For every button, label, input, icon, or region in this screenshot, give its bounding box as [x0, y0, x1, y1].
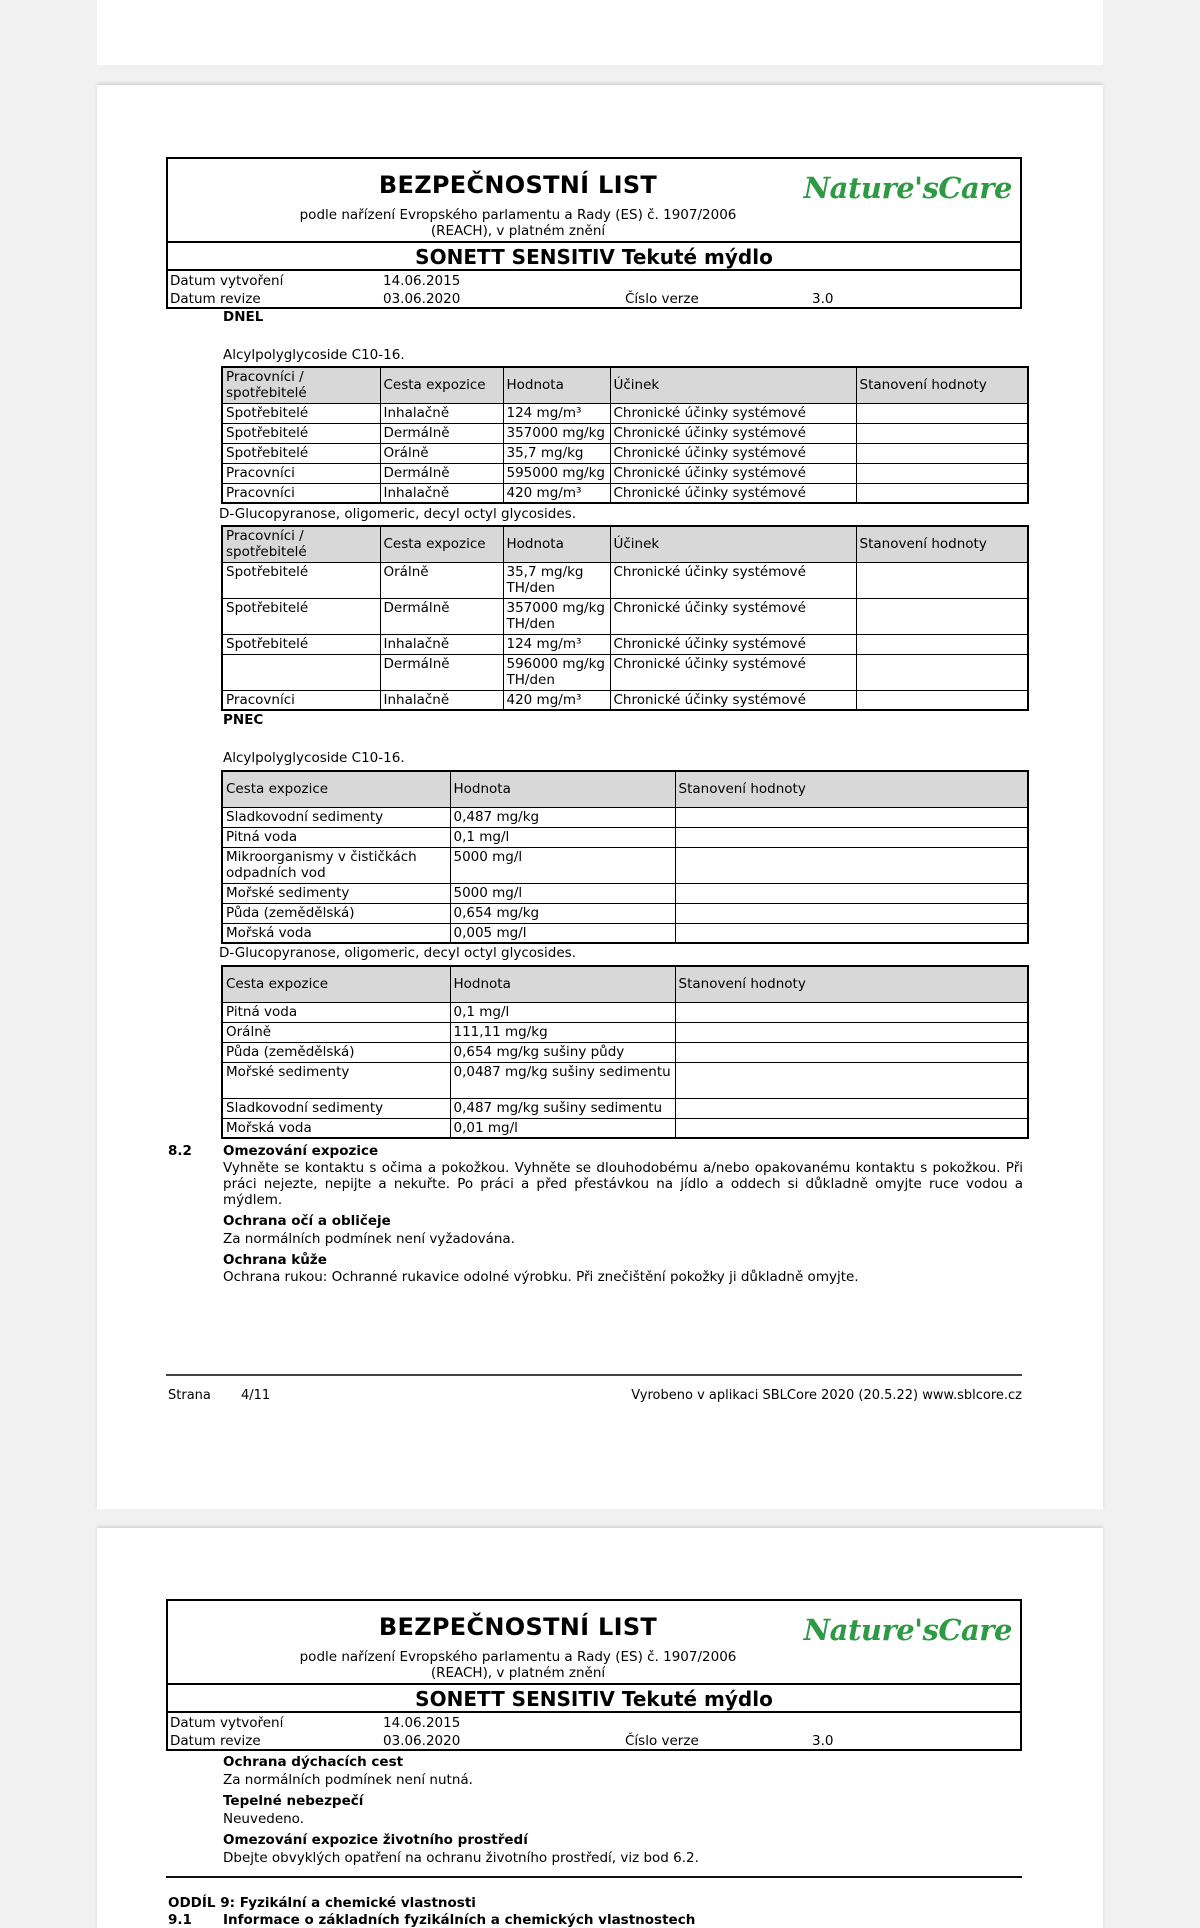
table-cell [675, 903, 1028, 923]
column-header: Hodnota [503, 526, 610, 562]
natures-care-logo: Nature'sCare [803, 171, 1012, 205]
table-cell: Chronické účinky systémové [610, 634, 856, 654]
table-cell: 420 mg/m³ [503, 690, 610, 710]
table-row [222, 1062, 1028, 1098]
table-row [222, 443, 1028, 463]
document-header-box [166, 157, 1022, 309]
table-cell: 0,0487 mg/kg sušiny sedimentu [450, 1062, 675, 1098]
table-header-row [222, 526, 1028, 562]
table-row [222, 423, 1028, 443]
revision-value: 03.06.2020 [383, 291, 461, 307]
footer-divider [166, 1374, 1022, 1376]
table-cell [675, 1002, 1028, 1022]
table-cell: Chronické účinky systémové [610, 423, 856, 443]
table-cell [675, 1042, 1028, 1062]
table-row [222, 883, 1028, 903]
table-cell: Půda (zemědělská) [222, 1042, 450, 1062]
section-title: Omezování expozice [223, 1143, 379, 1159]
table-cell: Chronické účinky systémové [610, 654, 856, 690]
column-header: Hodnota [503, 367, 610, 403]
column-header: Stanovení hodnoty [856, 367, 1028, 403]
table-cell [856, 483, 1028, 503]
column-header: Pracovníci / spotřebitelé [222, 367, 380, 403]
table-cell: 595000 mg/kg [503, 463, 610, 483]
column-header: Stanovení hodnoty [675, 771, 1028, 807]
dnel-substance-1: Alcylpolyglycoside C10-16. [223, 347, 405, 363]
table-cell: Sladkovodní sedimenty [222, 807, 450, 827]
table-row [222, 847, 1028, 883]
table-row [222, 562, 1028, 598]
revision-label: Datum revize [170, 291, 261, 307]
document-header-box [166, 1599, 1022, 1751]
eye-protection-text: Za normálních podmínek není vyžadována. [223, 1231, 515, 1247]
created-value: 14.06.2015 [383, 1715, 461, 1731]
document-page-4 [97, 85, 1103, 1509]
table-cell: 0,1 mg/l [450, 827, 675, 847]
table-cell: Dermálně [380, 598, 503, 634]
pnec-substance-2: D-Glucopyranose, oligomeric, decyl octyl glycosides. [219, 945, 576, 961]
table-cell: Mořské sedimenty [222, 1062, 450, 1098]
table-cell: 357000 mg/kg TH/den [503, 598, 610, 634]
skin-protection-text: Ochrana rukou: Ochranné rukavice odolné výrobku. Při znečištění pokožky ji důkladně omyjte. [223, 1269, 859, 1285]
section-91-title: Informace o základních fyzikálních a chemických vlastnostech [223, 1912, 696, 1928]
table-cell: 111,11 mg/kg [450, 1022, 675, 1042]
section-divider [166, 1876, 1022, 1878]
table-cell: Mikroorganismy v čističkách odpadních vod [222, 847, 450, 883]
table-cell: Chronické účinky systémové [610, 690, 856, 710]
column-header: Stanovení hodnoty [675, 966, 1028, 1002]
table-row [222, 403, 1028, 423]
pnec-substance-1: Alcylpolyglycoside C10-16. [223, 750, 405, 766]
page-number: 4/11 [241, 1388, 271, 1403]
table-cell [675, 827, 1028, 847]
table-cell: Pitná voda [222, 827, 450, 847]
version-value: 3.0 [812, 291, 834, 307]
table-header-row [222, 367, 1028, 403]
table-cell: 124 mg/m³ [503, 403, 610, 423]
revision-value: 03.06.2020 [383, 1733, 461, 1749]
column-header: Hodnota [450, 966, 675, 1002]
environmental-exposure-title: Omezování expozice životního prostředí [223, 1832, 528, 1848]
created-label: Datum vytvoření [170, 1715, 284, 1731]
section-number: 8.2 [168, 1143, 192, 1159]
table-cell [856, 463, 1028, 483]
version-value: 3.0 [812, 1733, 834, 1749]
revision-label: Datum revize [170, 1733, 261, 1749]
version-label: Číslo verze [625, 291, 699, 307]
document-title: BEZPEČNOSTNÍ LIST [378, 171, 658, 199]
thermal-hazard-title: Tepelné nebezpečí [223, 1793, 364, 1809]
table-cell: Chronické účinky systémové [610, 403, 856, 423]
table-row [222, 1042, 1028, 1062]
table-cell [675, 1062, 1028, 1098]
table-cell [856, 634, 1028, 654]
column-header: Cesta expozice [222, 771, 450, 807]
regulation-subtitle [168, 207, 868, 239]
table-cell [222, 654, 380, 690]
table-cell: Orálně [222, 1022, 450, 1042]
product-name: SONETT SENSITIV Tekuté mýdlo [415, 245, 773, 269]
table-cell [675, 807, 1028, 827]
dnel-table-2 [221, 525, 1029, 711]
table-cell: Inhalačně [380, 483, 503, 503]
natures-care-logo: Nature'sCare [803, 1613, 1012, 1647]
header-divider [168, 241, 1020, 243]
header-divider [168, 269, 1020, 271]
table-cell [675, 883, 1028, 903]
environmental-exposure-text: Dbejte obvyklých opatření na ochranu životního prostředí, viz bod 6.2. [223, 1850, 699, 1866]
table-row [222, 1118, 1028, 1138]
section-9-title: ODDÍL 9: Fyzikální a chemické vlastnosti [168, 1895, 476, 1911]
table-cell: Spotřebitelé [222, 423, 380, 443]
table-cell: Spotřebitelé [222, 634, 380, 654]
thermal-hazard-text: Neuvedeno. [223, 1811, 304, 1827]
table-cell [856, 654, 1028, 690]
table-cell: Půda (zemědělská) [222, 903, 450, 923]
producer-note: Vyrobeno v aplikaci SBLCore 2020 (20.5.22) www.sblcore.cz [631, 1388, 1022, 1403]
table-row [222, 807, 1028, 827]
table-cell [675, 1098, 1028, 1118]
subtitle-line-1: podle nařízení Evropského parlamentu a Rady (ES) č. 1907/2006 [299, 1649, 737, 1665]
table-row [222, 483, 1028, 503]
table-row [222, 827, 1028, 847]
table-row [222, 634, 1028, 654]
respiratory-protection-title: Ochrana dýchacích cest [223, 1754, 404, 1770]
dnel-substance-2: D-Glucopyranose, oligomeric, decyl octyl glycosides. [219, 506, 576, 522]
table-cell: Chronické účinky systémové [610, 562, 856, 598]
version-label: Číslo verze [625, 1733, 699, 1749]
table-cell: Chronické účinky systémové [610, 598, 856, 634]
pnec-heading: PNEC [223, 712, 264, 728]
dnel-table-1 [221, 366, 1029, 504]
table-cell: 124 mg/m³ [503, 634, 610, 654]
table-cell: Dermálně [380, 463, 503, 483]
table-cell: Spotřebitelé [222, 403, 380, 423]
table-cell: 35,7 mg/kg TH/den [503, 562, 610, 598]
table-cell: Chronické účinky systémové [610, 463, 856, 483]
table-cell [675, 1022, 1028, 1042]
column-header: Cesta expozice [222, 966, 450, 1002]
table-cell: 0,654 mg/kg [450, 903, 675, 923]
subtitle-line-2: (REACH), v platném znění [430, 223, 606, 239]
table-row [222, 463, 1028, 483]
table-cell: Mořské sedimenty [222, 883, 450, 903]
dnel-heading: DNEL [223, 309, 264, 325]
table-cell: 596000 mg/kg TH/den [503, 654, 610, 690]
column-header: Stanovení hodnoty [856, 526, 1028, 562]
section-text: Vyhněte se kontaktu s očima a pokožkou. Vyhněte se dlouhodobému a/nebo opakovanému kontaktu s pokožkou. Při práci nejezte, nepijte a nekuřte. Po práci a před přestávkou na jídlo a oddech si důkladně omyjte ruce vodou a mýdlem. [223, 1160, 1023, 1208]
table-cell: Pracovníci [222, 483, 380, 503]
table-cell [675, 923, 1028, 943]
subtitle-line-2: (REACH), v platném znění [430, 1665, 606, 1681]
product-name: SONETT SENSITIV Tekuté mýdlo [415, 1687, 773, 1711]
table-cell: Inhalačně [380, 403, 503, 423]
document-title: BEZPEČNOSTNÍ LIST [378, 1613, 658, 1641]
table-cell: Pracovníci [222, 690, 380, 710]
table-row [222, 1002, 1028, 1022]
pnec-table-2 [221, 965, 1029, 1139]
previous-page [97, 0, 1103, 65]
column-header: Hodnota [450, 771, 675, 807]
table-cell: 357000 mg/kg [503, 423, 610, 443]
table-row [222, 598, 1028, 634]
table-cell [856, 598, 1028, 634]
section-91-number: 9.1 [168, 1912, 192, 1928]
table-header-row [222, 771, 1028, 807]
table-cell: 5000 mg/l [450, 883, 675, 903]
table-row [222, 1022, 1028, 1042]
pnec-table-1 [221, 770, 1029, 944]
table-row [222, 690, 1028, 710]
table-cell: Inhalačně [380, 634, 503, 654]
table-cell: Inhalačně [380, 690, 503, 710]
document-page-5 [97, 1528, 1103, 1928]
respiratory-protection-text: Za normálních podmínek není nutná. [223, 1772, 473, 1788]
column-header: Cesta expozice [380, 526, 503, 562]
table-cell: 0,005 mg/l [450, 923, 675, 943]
page-label: Strana [168, 1388, 211, 1403]
table-cell: Chronické účinky systémové [610, 443, 856, 463]
table-cell: 0,654 mg/kg sušiny půdy [450, 1042, 675, 1062]
skin-protection-title: Ochrana kůže [223, 1252, 327, 1268]
table-cell: Orálně [380, 443, 503, 463]
table-cell: Pitná voda [222, 1002, 450, 1022]
column-header: Cesta expozice [380, 367, 503, 403]
table-cell: Pracovníci [222, 463, 380, 483]
table-cell: Dermálně [380, 423, 503, 443]
column-header: Pracovníci / spotřebitelé [222, 526, 380, 562]
header-divider [168, 1711, 1020, 1713]
table-cell: Spotřebitelé [222, 598, 380, 634]
table-cell [856, 443, 1028, 463]
table-row [222, 903, 1028, 923]
table-cell [856, 423, 1028, 443]
table-header-row [222, 966, 1028, 1002]
table-cell: 0,01 mg/l [450, 1118, 675, 1138]
table-cell: Spotřebitelé [222, 443, 380, 463]
table-cell [856, 562, 1028, 598]
table-cell: Sladkovodní sedimenty [222, 1098, 450, 1118]
table-cell [675, 847, 1028, 883]
table-row [222, 654, 1028, 690]
created-value: 14.06.2015 [383, 273, 461, 289]
table-cell: 0,1 mg/l [450, 1002, 675, 1022]
table-cell: 35,7 mg/kg [503, 443, 610, 463]
table-cell: Orálně [380, 562, 503, 598]
table-cell [675, 1118, 1028, 1138]
table-cell: Dermálně [380, 654, 503, 690]
table-cell: 5000 mg/l [450, 847, 675, 883]
table-cell [856, 690, 1028, 710]
subtitle-line-1: podle nařízení Evropského parlamentu a Rady (ES) č. 1907/2006 [299, 207, 737, 223]
regulation-subtitle [168, 1649, 868, 1681]
created-label: Datum vytvoření [170, 273, 284, 289]
column-header: Účinek [610, 526, 856, 562]
table-cell: Spotřebitelé [222, 562, 380, 598]
header-divider [168, 1683, 1020, 1685]
table-row [222, 1098, 1028, 1118]
table-cell [856, 403, 1028, 423]
table-cell: 0,487 mg/kg [450, 807, 675, 827]
table-cell: 420 mg/m³ [503, 483, 610, 503]
table-cell: Mořská voda [222, 923, 450, 943]
table-row [222, 923, 1028, 943]
table-cell: Mořská voda [222, 1118, 450, 1138]
eye-protection-title: Ochrana očí a obličeje [223, 1213, 391, 1229]
column-header: Účinek [610, 367, 856, 403]
table-cell: Chronické účinky systémové [610, 483, 856, 503]
table-cell: 0,487 mg/kg sušiny sedimentu [450, 1098, 675, 1118]
